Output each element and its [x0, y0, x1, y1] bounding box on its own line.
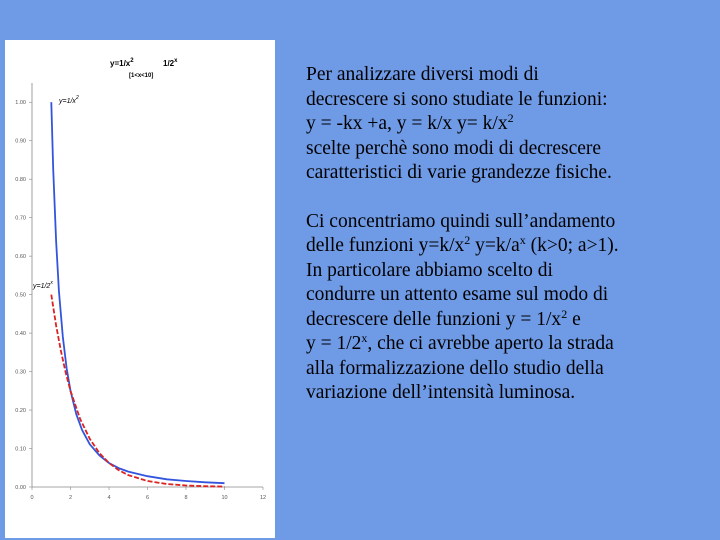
title-part-4: x [174, 58, 178, 64]
x-tick-label: 10 [221, 495, 228, 501]
text-line [306, 137, 716, 162]
y-tick-label: 1.00 [15, 100, 26, 107]
text-line [306, 381, 716, 406]
text-run: (k>0; a>1). [525, 235, 619, 256]
paragraph-2 [306, 210, 716, 406]
text-line [306, 161, 716, 186]
text-line [306, 259, 716, 284]
text-line [306, 308, 716, 333]
text-run: scelte perchè sono modi di decrescere [306, 137, 602, 159]
svg-text:y=1/x2 [110, 58, 134, 68]
svg-text:y=1/2x [32, 280, 53, 290]
text-line [306, 283, 716, 308]
text-run: decrescere delle funzioni y = 1/x [306, 308, 562, 330]
text-run: variazione dell’intensità luminosa. [306, 382, 576, 403]
chart-panel [5, 40, 275, 538]
title-part-2: 2 [130, 58, 134, 64]
y-tick-label: 0.70 [15, 215, 26, 222]
series-label-red: y=1/2 [33, 283, 51, 290]
x-tick-label: 8 [184, 495, 188, 501]
text-line [306, 88, 716, 113]
svg-text:1/2x [163, 58, 178, 68]
y-tick-label: 0.10 [15, 446, 26, 453]
superscript: 2 [507, 111, 514, 125]
series-label-blue: y=1/x [59, 98, 76, 105]
svg-text:y=1/x2 [58, 95, 79, 105]
x-tick-label: 2 [68, 495, 73, 501]
paragraph-1 [306, 63, 716, 186]
superscript: 2 [561, 306, 568, 321]
text-line [306, 357, 716, 382]
text-run: delle funzioni y=k/x [306, 235, 465, 256]
text-run: caratteristici di varie grandezze fisiche. [306, 162, 612, 183]
y-tick-label: 0.60 [15, 254, 26, 261]
x-tick-label: 6 [145, 495, 150, 501]
series-label-blue-sup: 2 [75, 95, 79, 101]
text-line [306, 332, 716, 357]
superscript: 2 [464, 233, 471, 247]
y-tick-label: 0.20 [15, 408, 26, 415]
text-line [306, 112, 716, 137]
chart-title [110, 58, 178, 68]
text-run: In particolare abbiamo scelto di [306, 259, 553, 281]
title-part-1: y=1/x [110, 59, 131, 68]
text-run: , che ci avrebbe aperto la strada [367, 333, 614, 354]
text-run: decrescere si sono studiate le funzioni: [306, 88, 608, 110]
text-line [306, 210, 716, 235]
x-tick-label: 0 [30, 495, 34, 501]
y-tick-label: 0.80 [15, 177, 26, 184]
text-run: y = -kx +a, y = k/x y= k/x [306, 113, 508, 134]
chart-subtitle: [1<x<10] [129, 73, 154, 79]
text-run: Per analizzare diversi modi di [306, 64, 539, 85]
y-tick-label: 0.00 [15, 485, 26, 491]
text-run: Ci concentriamo quindi sull’andamento [306, 210, 616, 232]
y-tick-label: 0.40 [15, 331, 26, 338]
text-block [306, 63, 716, 430]
superscript: x [361, 331, 368, 345]
series-lines [51, 102, 224, 486]
text-line [306, 234, 716, 259]
series-line-blue [51, 102, 224, 483]
y-tick-label: 0.50 [15, 292, 26, 299]
text-run: y=k/a [470, 235, 520, 256]
text-run: condurre un attento esame sul modo di [306, 284, 609, 305]
axes [29, 83, 263, 490]
text-run: y = 1/2 [306, 333, 362, 354]
y-tick-label: 0.30 [15, 369, 26, 376]
title-part-3: 1/2 [163, 59, 175, 68]
text-run: e [567, 308, 581, 330]
series-labels [32, 95, 79, 290]
x-tick-label: 4 [107, 495, 111, 501]
chart-svg [5, 40, 275, 538]
series-label-red-sup: x [50, 280, 53, 286]
text-run: alla formalizzazione dello studio della [306, 357, 604, 379]
series-line-red [51, 295, 224, 487]
x-tick-label: 12 [259, 495, 267, 501]
superscript: x [519, 233, 526, 247]
text-line [306, 63, 716, 88]
y-tick-label: 0.90 [15, 138, 26, 145]
